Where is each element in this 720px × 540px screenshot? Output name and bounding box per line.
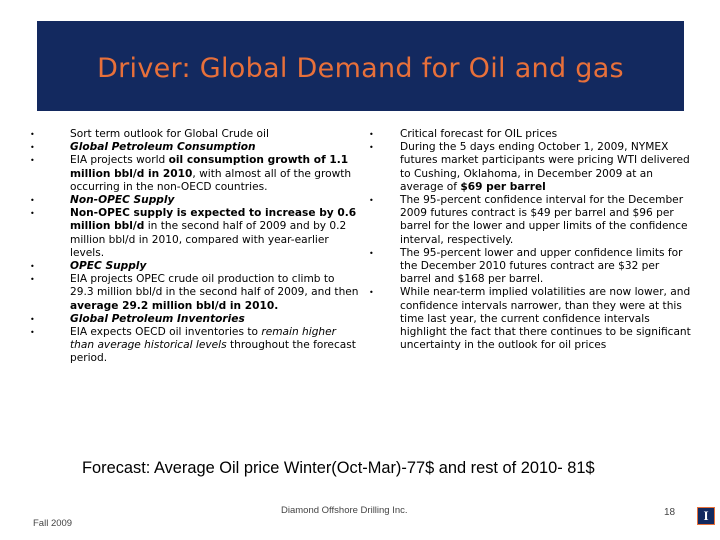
bullet-item (30, 194, 360, 207)
right-bullet-list (369, 128, 691, 352)
bullet-item (369, 141, 691, 194)
bullet-text: The 95-percent confidence interval for the December 2009 futures contract is $49 per barrel and $96 per barrel for the lower and upper limits of the confidence interval, respectively. (400, 194, 688, 246)
footer-date: Fall 2009 (33, 518, 73, 529)
bullet-icon: • (30, 262, 35, 272)
bullet-icon: • (30, 314, 35, 324)
bullet-text: While near-term implied volatilities are now lower, and confidence intervals narrower, than they were at this time last year, the current confidence intervals highlight the fact that there continues to be significant uncertainty in the outlook for oil prices (400, 286, 691, 352)
bullet-icon: • (369, 248, 374, 258)
bullet-item (369, 194, 691, 247)
bullet-icon: • (369, 143, 374, 153)
bullet-text: oil consumption growth of 1.1 million bbl/d in 2010 (70, 154, 349, 180)
bullet-text: EIA projects OPEC crude oil production to climb to 29.3 million bbl/d in the second half of 2009, and then (70, 273, 359, 299)
bullet-icon: • (369, 130, 374, 139)
bullet-text: , with almost all of the growth occurring in the non-OECD countries. (70, 167, 352, 193)
bullet-text: Sort term outlook for Global Crude oil (70, 128, 269, 140)
bullet-icon: • (30, 196, 35, 206)
bullet-icon: • (30, 328, 35, 338)
page-number: 18 (664, 507, 676, 518)
bullet-text: average 29.2 million bbl/d in 2010. (70, 299, 279, 312)
bullet-text: Global Petroleum Consumption (70, 141, 256, 154)
footer-company: Diamond Offshore Drilling Inc. (281, 505, 408, 516)
bullet-text: $69 per barrel (460, 180, 546, 193)
bullet-icon: • (30, 156, 35, 166)
bullet-item (30, 141, 360, 154)
bullet-item (369, 286, 691, 352)
university-logo-icon: I (697, 507, 715, 525)
title-banner (37, 21, 684, 111)
bullet-icon: • (369, 196, 374, 206)
bullet-item (30, 128, 360, 141)
bullet-icon: • (30, 209, 35, 219)
bullet-text: OPEC Supply (70, 260, 147, 273)
bullet-item (30, 326, 360, 366)
bullet-text: EIA expects OECD oil inventories to (70, 326, 262, 339)
bullet-item (369, 128, 691, 141)
bullet-text: The 95-percent lower and upper confidence limits for the December 2010 futures contract are $32 per barrel and $168 per barrel. (400, 246, 683, 286)
bullet-text: EIA projects world (70, 154, 169, 167)
bullet-item (30, 260, 360, 273)
bullet-text: During the 5 days ending October 1, 2009, NYMEX futures market participants were pricing WTI delivered to Cushing, Oklahoma, in December 2009 at an average of (400, 141, 690, 193)
bullet-text: Non-OPEC Supply (70, 194, 175, 207)
bullet-item (30, 313, 360, 326)
bullet-item (369, 247, 691, 287)
bullet-item (30, 273, 360, 313)
bullet-icon: • (30, 143, 35, 153)
bullet-text: remain higher than average historical levels (70, 326, 337, 352)
bullet-text: Non-OPEC supply is expected to increase by 0.6 million bbl/d (70, 207, 357, 233)
bullet-icon: • (369, 288, 374, 298)
bullet-icon: • (30, 130, 35, 139)
bullet-item (30, 207, 360, 260)
left-bullet-list (30, 128, 360, 366)
forecast-statement: Forecast: Average Oil price Winter(Oct-Mar)-77$ and rest of 2010- 81$ (82, 459, 595, 477)
bullet-text: throughout the forecast period. (70, 339, 356, 365)
slide-title: Driver: Global Demand for Oil and gas (97, 53, 624, 84)
bullet-text: in the second half of 2009 and by 0.2 million bbl/d in 2010, compared with year-earlier levels. (70, 220, 347, 259)
bullet-item (30, 154, 360, 194)
bullet-icon: • (30, 275, 35, 285)
bullet-text: Global Petroleum Inventories (70, 312, 245, 325)
bullet-text: Critical forecast for OIL prices (400, 128, 558, 140)
